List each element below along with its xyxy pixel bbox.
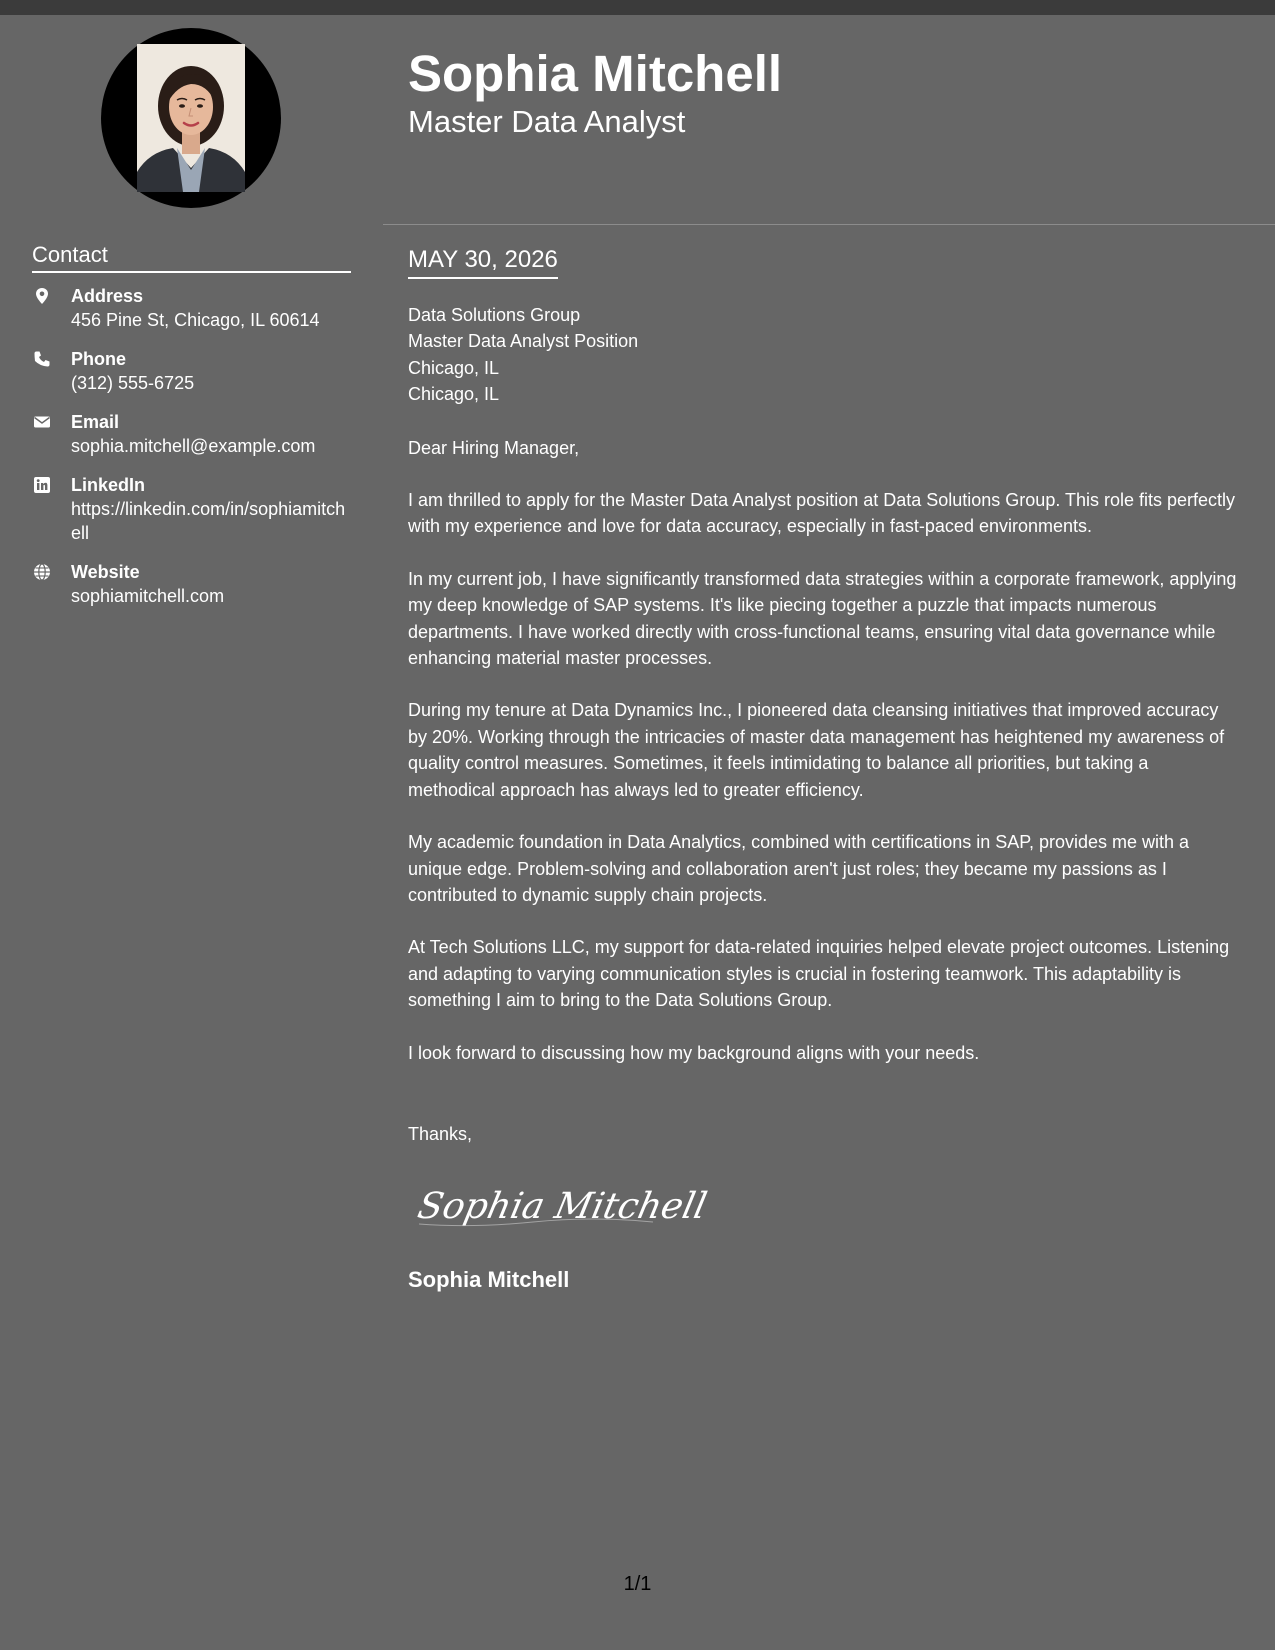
- contact-value[interactable]: https://linkedin.com/in/sophiamitchell: [71, 499, 346, 543]
- contact-heading: Contact: [32, 240, 351, 273]
- contact-item-linkedin: [32, 473, 352, 545]
- handwritten-signature: [413, 1176, 711, 1236]
- letter-date: MAY 30, 2026: [408, 244, 558, 279]
- letter-paragraph: I look forward to discussing how my background aligns with your needs.: [408, 1042, 980, 1063]
- applicant-name: Sophia Mitchell: [408, 45, 783, 102]
- contact-label: Address: [71, 286, 144, 306]
- job-title: Master Data Analyst: [408, 104, 686, 139]
- contact-list: [32, 284, 352, 623]
- phone-icon: [33, 350, 51, 368]
- recipient-line: Chicago, IL: [408, 357, 500, 378]
- globe-icon: [33, 563, 51, 581]
- contact-label: LinkedIn: [71, 475, 146, 495]
- recipient-line: Master Data Analyst Position: [408, 331, 639, 352]
- signature-text: Sophia Mitchell: [414, 1184, 711, 1227]
- recipient-block: [408, 302, 1240, 408]
- portrait-illustration: [137, 44, 245, 192]
- contact-value: 456 Pine St, Chicago, IL 60614: [71, 310, 320, 330]
- contact-value: (312) 555-6725: [71, 373, 195, 393]
- letter-paragraph: During my tenure at Data Dynamics Inc., I pioneered data cleansing initiatives that improved accuracy by 20%. Working through the intricacies of master data management has heightened my awareness of quality control measures. Sometimes, it feels intimidating to balance all priorities, but taking a methodical approach has always led to greater efficiency.: [408, 700, 1225, 800]
- header-divider: [383, 224, 1275, 225]
- letter-paragraph: In my current job, I have significantly transformed data strategies within a corporate framework, applying my deep knowledge of SAP systems. It's like piecing together a puzzle that impacts numerous departments. I have worked directly with cross-functional teams, ensuring vital data governance while enhancing material master processes.: [408, 568, 1237, 669]
- recipient-line: Data Solutions Group: [408, 305, 581, 325]
- contact-value[interactable]: sophia.mitchell@example.com: [71, 436, 316, 456]
- recipient-line: Chicago, IL: [408, 384, 500, 405]
- letter-body: [408, 302, 1240, 1066]
- contact-label: Phone: [71, 349, 127, 369]
- contact-item-website: [32, 560, 352, 608]
- letter-paragraph: My academic foundation in Data Analytics, combined with certifications in SAP, provides me with a unique edge. Problem-solving and collaboration aren't just roles; they became my passions as I contributed to dynamic supply chain projects.: [408, 832, 1190, 905]
- signer-name: Sophia Mitchell: [408, 1267, 570, 1292]
- profile-photo: [101, 28, 281, 208]
- top-bar: [0, 0, 1275, 15]
- closing: Thanks,: [408, 1124, 473, 1144]
- envelope-icon: [33, 413, 51, 431]
- map-pin-icon: [33, 287, 51, 305]
- letter-paragraph: At Tech Solutions LLC, my support for data-related inquiries helped elevate project outcomes. Listening and adapting to varying communication styles is crucial in fostering teamwork. This adaptability is something I aim to bring to the Data Solutions Group.: [408, 937, 1230, 1011]
- contact-value[interactable]: sophiamitchell.com: [71, 586, 225, 606]
- contact-item-email: [32, 410, 352, 458]
- contact-label: Website: [71, 562, 140, 582]
- page-number: 1/1: [623, 1573, 652, 1595]
- letter-paragraph: I am thrilled to apply for the Master Data Analyst position at Data Solutions Group. This role fits perfectly with my experience and love for data accuracy, especially in fast-paced environments.: [408, 490, 1236, 537]
- linkedin-icon: [33, 476, 51, 494]
- contact-label: Email: [71, 412, 120, 432]
- contact-item-address: [32, 284, 352, 332]
- salutation: Dear Hiring Manager,: [408, 437, 580, 458]
- contact-item-phone: [32, 347, 352, 395]
